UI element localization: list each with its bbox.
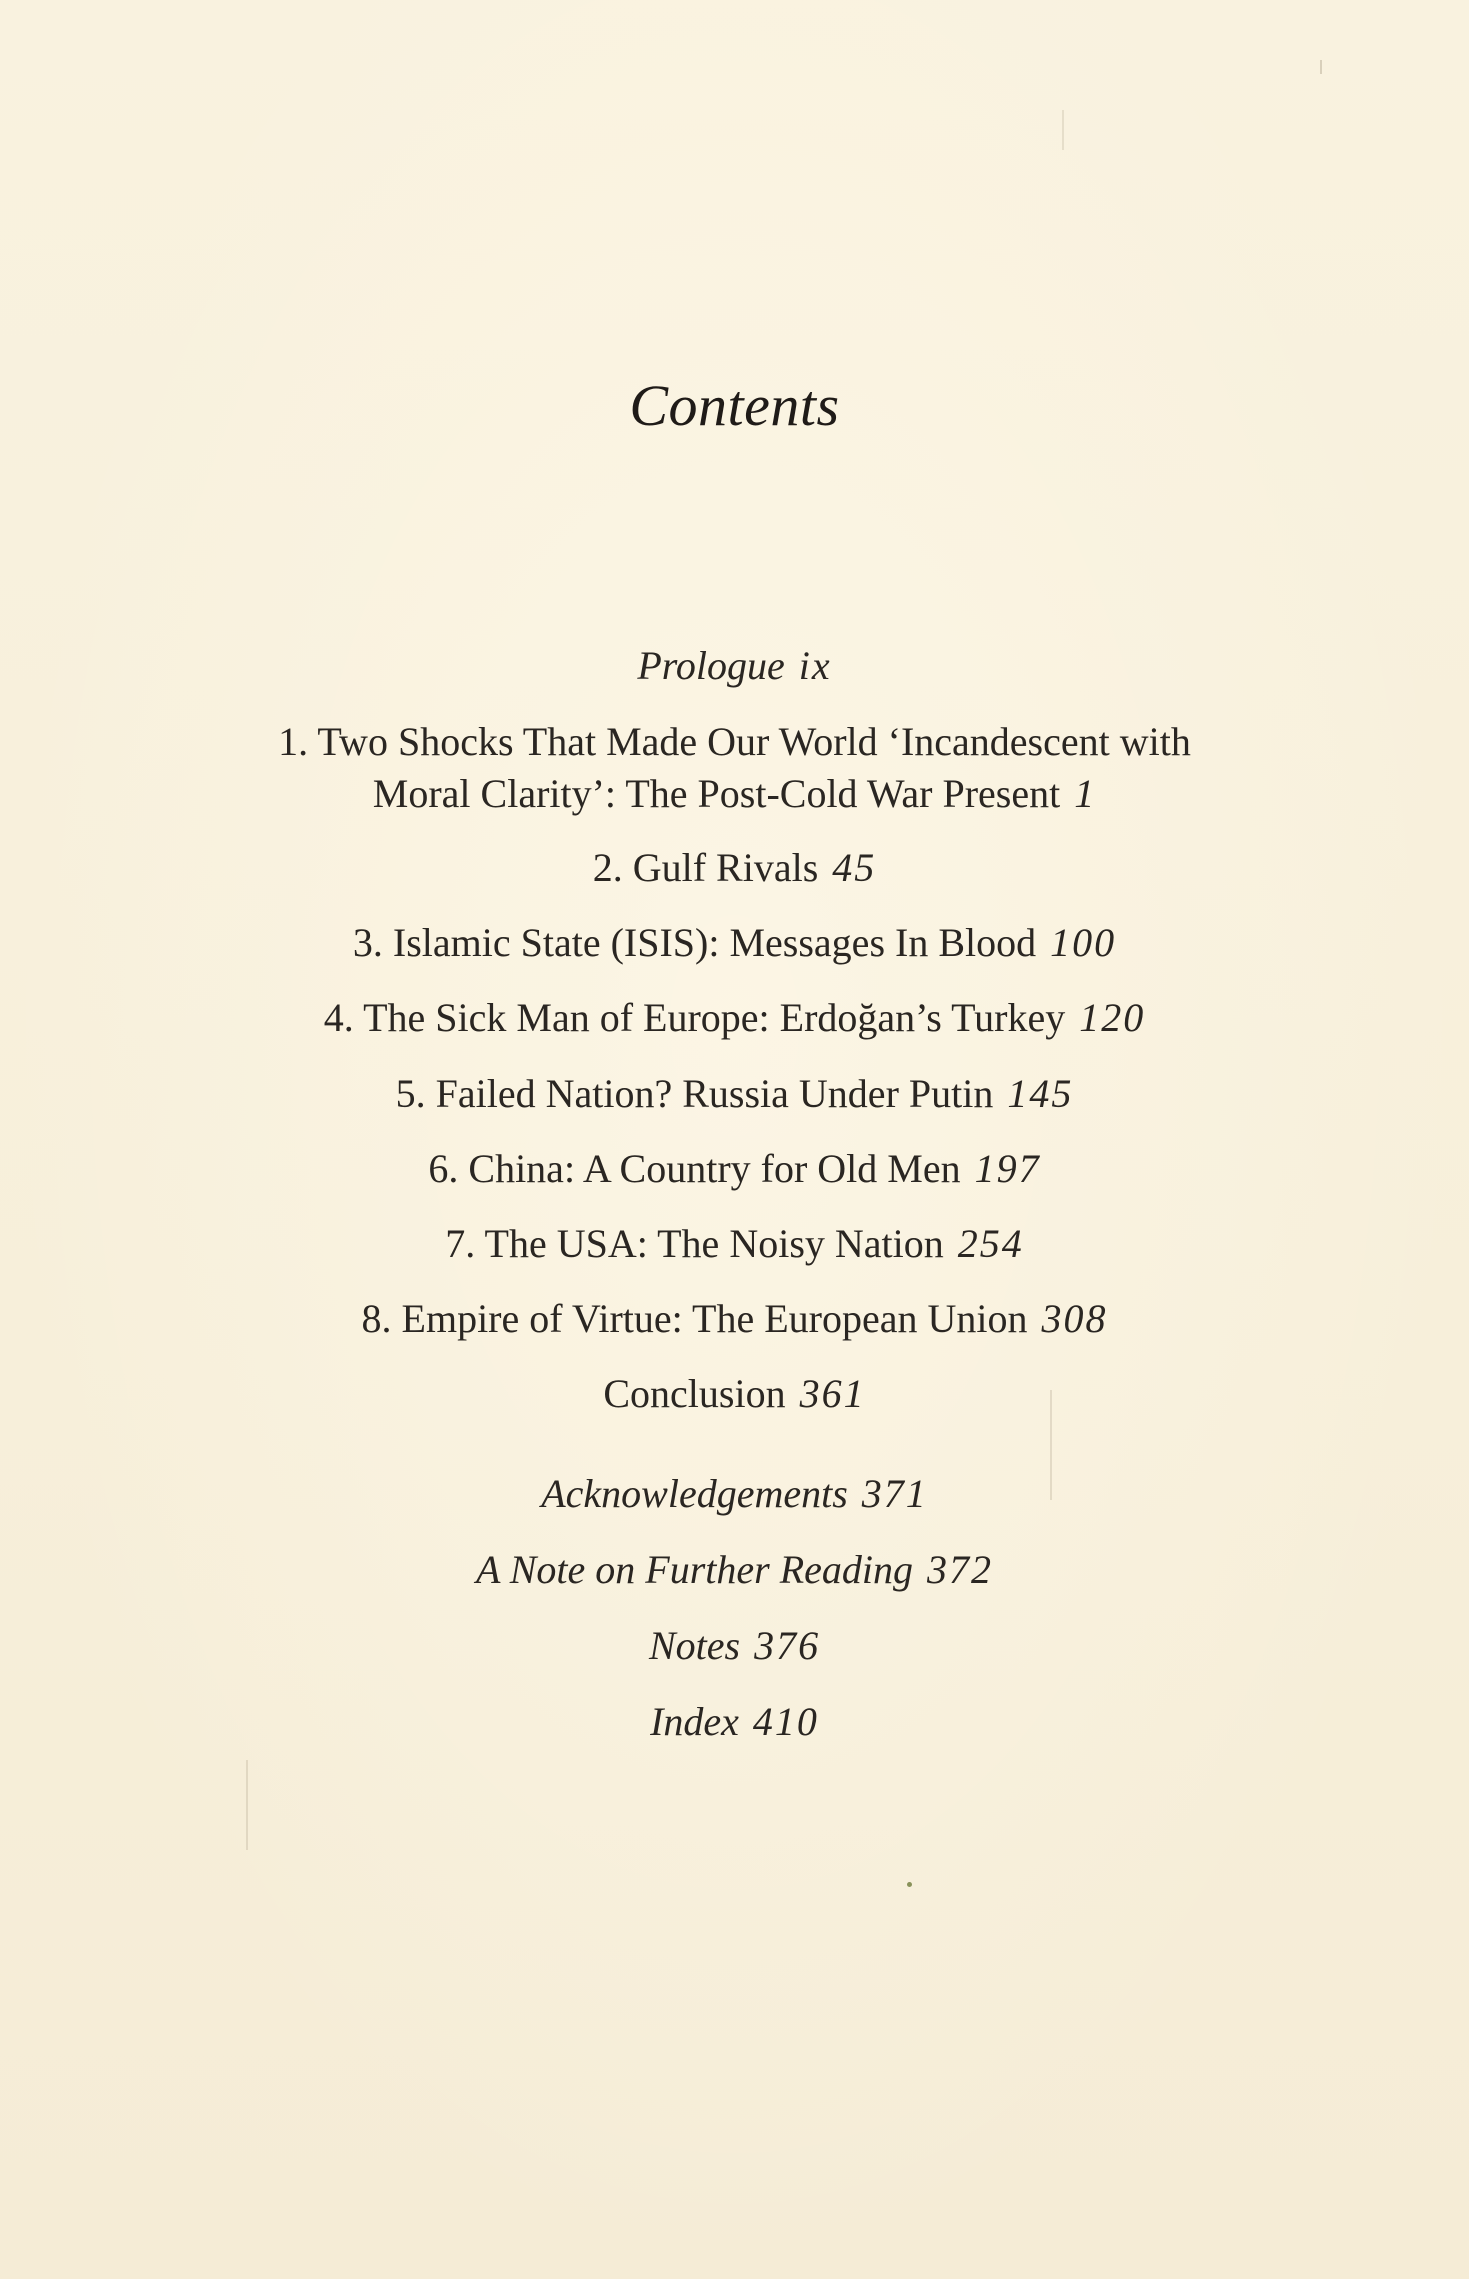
toc-entry-page-number: 145 [1007,1071,1074,1116]
toc-entry-chapter-1-line-1[interactable] [0,716,1469,768]
toc-entry-page-number: 45 [832,845,877,890]
toc-entry-label: Notes [648,1623,741,1668]
toc-entry-index[interactable] [0,1696,1469,1748]
toc-entry-chapter-1-line-2[interactable] [0,768,1469,820]
toc-entry-label: 3. Islamic State (ISIS): Messages In Blood [352,920,1037,965]
toc-entry-prologue[interactable] [0,640,1469,692]
toc-entry-page-number: 100 [1050,920,1117,965]
toc-entry-chapter-3[interactable] [0,917,1469,969]
toc-entry-label: Moral Clarity’: The Post-Cold War Present [372,771,1061,816]
toc-entry-conclusion[interactable] [0,1368,1469,1420]
toc-entry-page-number: 197 [974,1146,1041,1191]
paper-speck [1320,60,1322,74]
toc-entry-page-number: 1 [1074,771,1097,816]
toc-entry-label: 8. Empire of Virtue: The European Union [361,1296,1028,1341]
toc-entry-label: 6. China: A Country for Old Men [428,1146,961,1191]
toc-entry-chapter-5[interactable] [0,1068,1469,1120]
toc-entry-page-number: 376 [754,1623,821,1668]
toc-entry-label: A Note on Further Reading [476,1547,913,1592]
toc-entry-page-number: 410 [752,1699,819,1744]
toc-entry-chapter-2[interactable] [0,842,1469,894]
toc-entry-page-number: 371 [861,1471,928,1516]
toc-entry-label: 5. Failed Nation? Russia Under Putin [395,1071,994,1116]
toc-entry-page-number: 361 [799,1371,866,1416]
toc-entry-label: 2. Gulf Rivals [592,845,819,890]
toc-entry-label: Index [650,1699,739,1744]
toc-entry-label: 7. The USA: The Noisy Nation [445,1221,944,1266]
toc-entry-page-number: ix [798,643,832,688]
toc-entry-chapter-8[interactable] [0,1293,1469,1345]
toc-entry-label: 4. The Sick Man of Europe: Erdoğan’s Turkey [323,995,1066,1040]
toc-entry-page-number: 120 [1079,995,1146,1040]
toc-entry-label: 1. Two Shocks That Made Our World ‘Incandescent with [278,719,1191,764]
toc-entry-chapter-6[interactable] [0,1143,1469,1195]
page-title: Contents [629,373,840,438]
paper-speck [907,1882,912,1887]
toc-entry-acknowledgements[interactable] [0,1468,1469,1520]
toc-entry-label: Acknowledgements [541,1471,848,1516]
toc-entry-chapter-7[interactable] [0,1218,1469,1270]
toc-entry-chapter-4[interactable] [0,992,1469,1044]
toc-entry-further-reading[interactable] [0,1544,1469,1596]
toc-entry-label: Conclusion [603,1371,786,1416]
paper-speck [1062,110,1064,150]
toc-entry-page-number: 372 [927,1547,993,1592]
toc-entry-notes[interactable] [0,1620,1469,1672]
toc-entry-page-number: 308 [1041,1296,1108,1341]
toc-entry-label: Prologue [637,643,785,688]
paper-speck [246,1760,248,1850]
toc-entry-page-number: 254 [957,1221,1024,1266]
